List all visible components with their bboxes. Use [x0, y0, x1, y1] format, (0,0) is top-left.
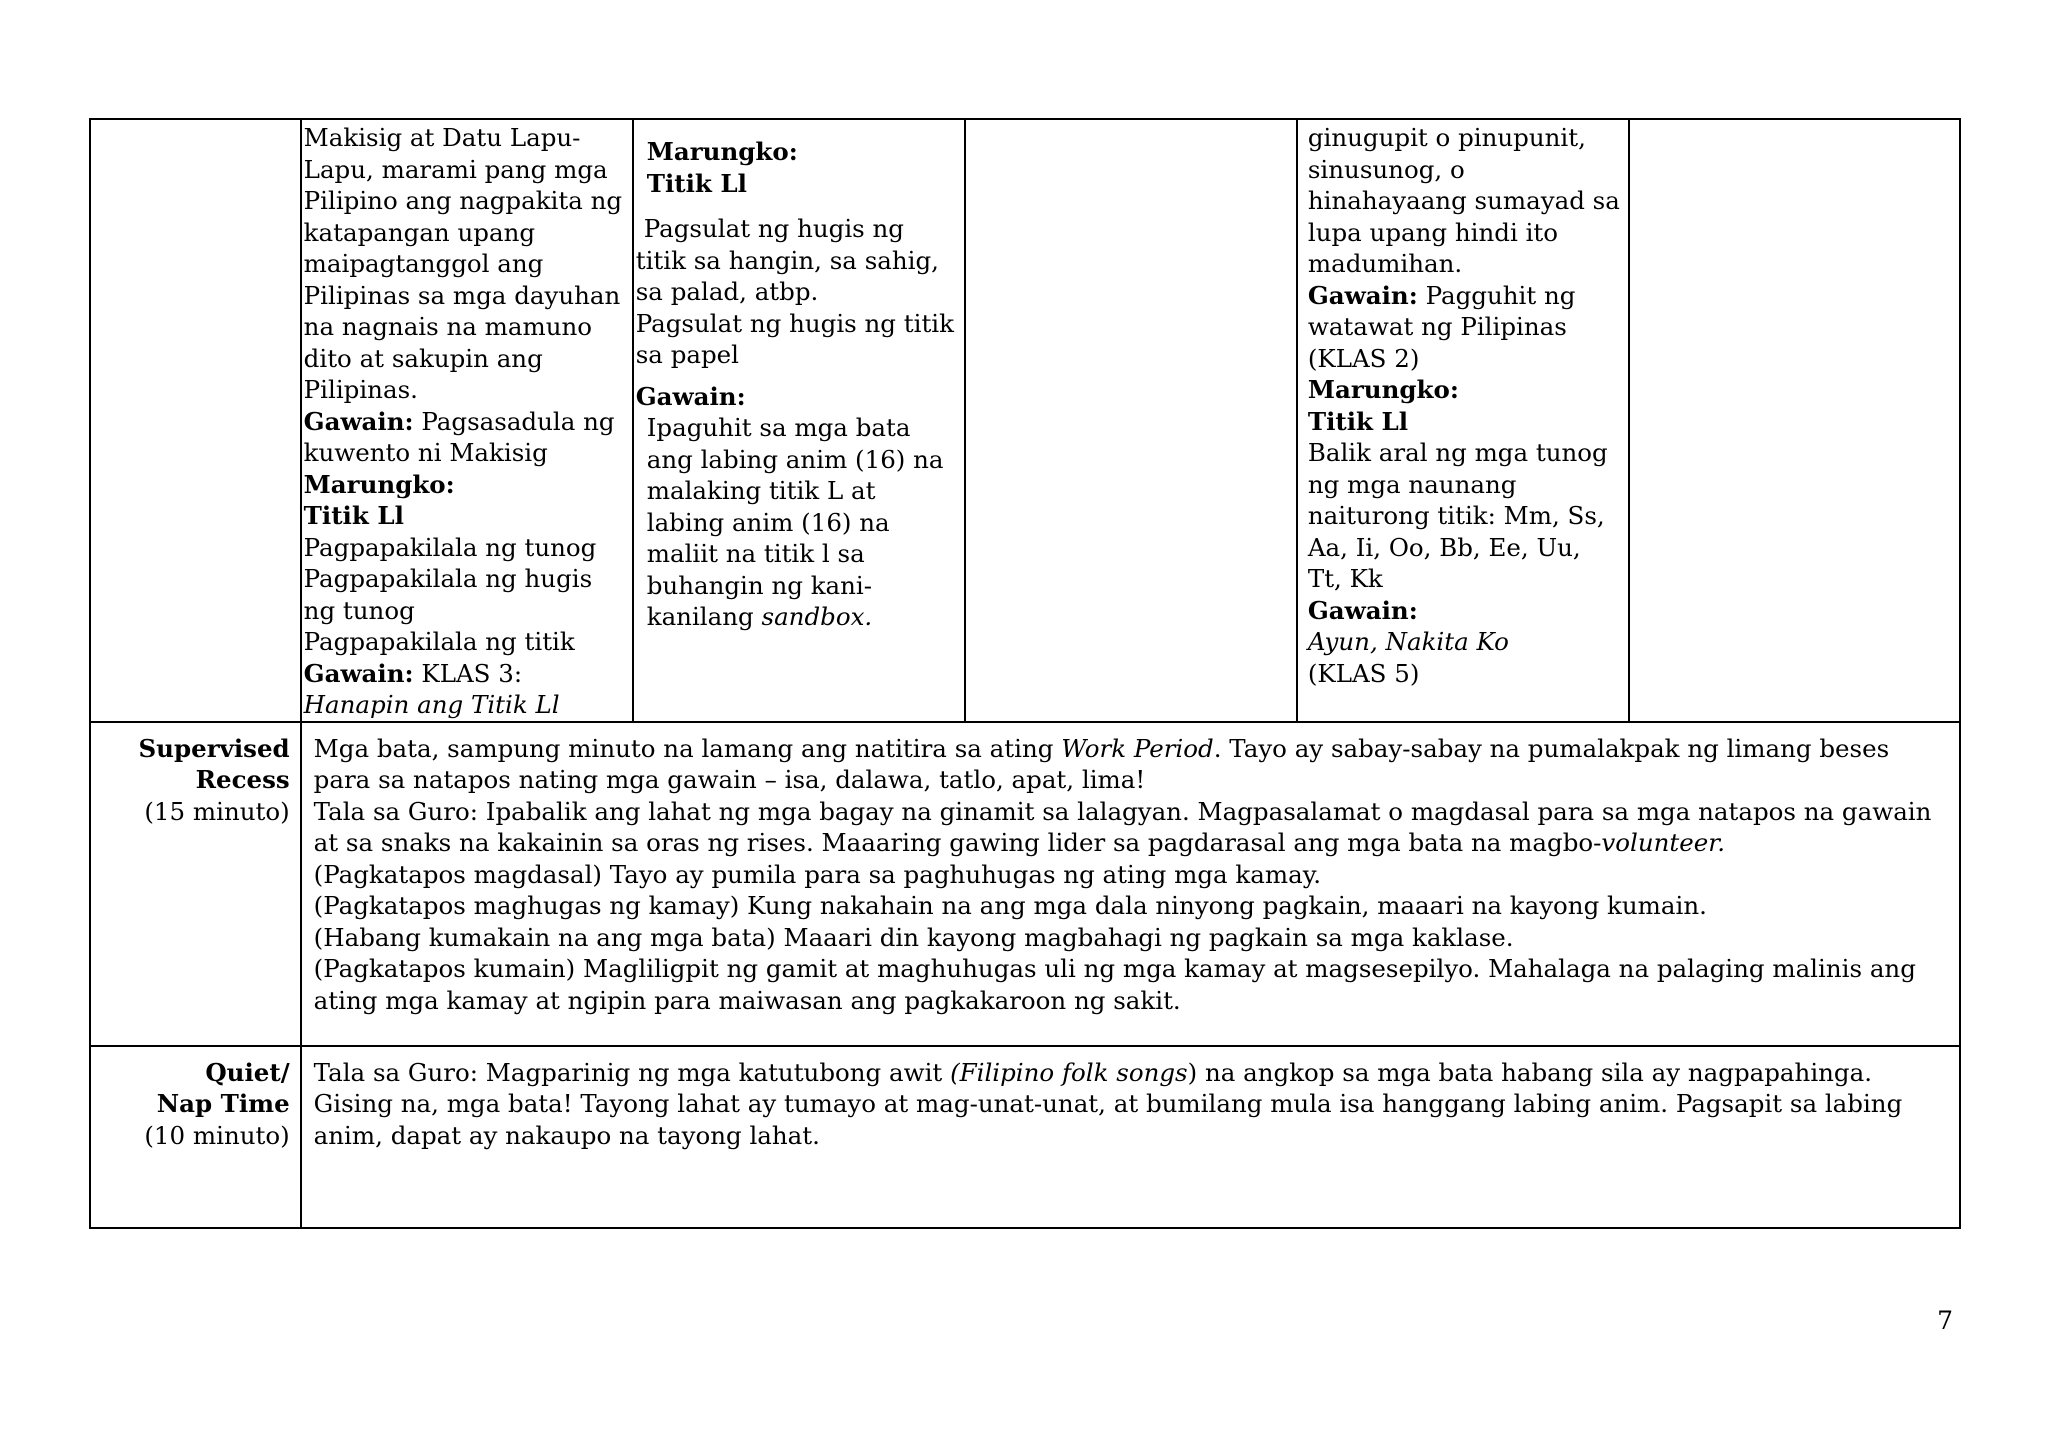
gawain-text: Pagguhit ng watawat ng Pilipinas (KLAS 2): [1307, 280, 1576, 373]
marungko-label: Marungko:: [303, 469, 455, 499]
marungko-label: Marungko:: [1307, 375, 1459, 404]
review-text-2: Tt, Kk: [1307, 564, 1383, 593]
page-number: 7: [1937, 1306, 1953, 1335]
gawain-text: Pagsasadula ng kuwento ni Makisig: [303, 406, 615, 467]
nap-p1-italic: (Filipino folk songs: [950, 1057, 1188, 1087]
nap-label-1: Quiet/: [205, 1057, 290, 1087]
day-5-cell: [1629, 119, 1960, 722]
nap-paragraph-2: Gising na, mga bata! Tayong lahat ay tumayo at mag-unat-unat, at bumilang mula isa hanggang labing anim. Pagsapit sa labing anim, dapat ay nakaupo na tayong lahat.: [313, 1089, 1903, 1150]
nap-label-2: Nap Time: [156, 1089, 290, 1118]
story-intro: Makisig at Datu Lapu-Lapu, marami pang mga Pilipino ang nagpakita ng katapangan upang maipagtanggol ang Pilipinas sa mga dayuhan na nagnais na mamuno dito at sakupin ang Pilipinas.: [303, 123, 623, 404]
recess-p2-start: Tala sa Guro: Ipabalik ang lahat ng mga bagay na ginamit sa lalagyan. Magpasalamat o magdasal para sa mga natapos na gawain at sa snaks na kakainin sa oras ng rises. Maaaring gawing lider sa pagdarasal ang mga bata na magbo-: [313, 796, 1932, 857]
titik-label: Titik Ll: [303, 501, 404, 530]
empty-label-cell: [90, 119, 301, 722]
gawain-line: [1308, 280, 1624, 375]
recess-paragraph-2: [314, 796, 1943, 859]
nap-p1-end: ) na angkop sa mga bata habang sila ay nagpapahinga.: [1187, 1057, 1873, 1087]
nap-paragraph-1: [314, 1057, 1943, 1089]
gawain-italic: sandbox.: [761, 602, 873, 631]
gawain-text: [636, 412, 960, 633]
marungko-label: Marungko:: [646, 137, 798, 166]
list-item: Pagpapakilala ng hugis ng tunog: [303, 564, 593, 625]
recess-p2-italic: volunteer.: [1601, 828, 1726, 857]
gawain-label: Gawain:: [1307, 280, 1418, 310]
nap-row: [90, 1046, 1960, 1228]
recess-paragraph-5: (Habang kumakain na ang mga bata) Maaari din kayong magbahagi ng pagkain sa mga kaklase.: [313, 922, 1514, 952]
gawain2-title: Hanapin ang Titik Ll: [303, 690, 560, 719]
day-4-cell: [1297, 119, 1629, 722]
activity-row: [90, 119, 1960, 722]
gawain2-klas: (KLAS 5): [1307, 658, 1420, 688]
recess-p1-italic: Work Period: [1061, 733, 1214, 763]
gawain2-label: Gawain:: [303, 658, 414, 688]
gawain2-line: [304, 658, 628, 690]
nap-duration: (10 minuto): [144, 1120, 290, 1150]
gawain-label: Gawain:: [635, 381, 746, 411]
recess-label-cell: [90, 722, 301, 1046]
nap-p1-start: Tala sa Guro: Magparinig ng mga katutubong awit: [313, 1057, 951, 1087]
writing-text-2: Pagsulat ng hugis ng titik sa papel: [635, 308, 954, 369]
recess-label-2: Recess: [195, 765, 290, 794]
recess-label-1: Supervised: [138, 733, 290, 763]
flag-care-text: ginugupit o pinupunit, sinusunog, o hinahayaang sumayad sa lupa upang hindi ito madumihan.: [1307, 123, 1620, 278]
gawain-label: Gawain:: [303, 406, 414, 436]
list-item: Pagpapakilala ng titik: [303, 627, 575, 656]
titik-label: Titik Ll: [646, 168, 747, 198]
recess-paragraph-4: (Pagkatapos maghugas ng kamay) Kung nakahain na ang mga dala ninyong pagkain, maaari na kayong kumain.: [313, 891, 1707, 920]
nap-label-cell: [90, 1046, 301, 1228]
writing-text: [636, 213, 960, 308]
day-3-cell: [965, 119, 1297, 722]
gawain-body: Ipaguhit sa mga bata ang labing anim (16) na malaking titik L at labing anim (16) na maliit na titik l sa buhangin ng kani-kanilang: [646, 413, 944, 631]
gawain2-text: KLAS 3:: [413, 658, 523, 688]
recess-paragraph-3: (Pagkatapos magdasal) Tayo ay pumila para sa paghuhugas ng ating mga kamay.: [313, 859, 1322, 889]
writing-text-1: Pagsulat ng hugis ng titik sa hangin, sa sahig, sa palad, atbp.: [635, 214, 939, 306]
recess-content-cell: [301, 722, 1960, 1046]
review-text: Balik aral ng mga tunog ng mga naunang naiturong titik: Mm, Ss, Aa, Ii, Oo, Bb, Ee, Uu,: [1307, 438, 1608, 562]
recess-paragraph-1: [314, 733, 1943, 796]
day-2-cell: [633, 119, 965, 722]
gawain-line: [304, 406, 628, 469]
gawain2-title: Ayun, Nakita Ko: [1307, 627, 1509, 656]
recess-p1-start: Mga bata, sampung minuto na lamang ang natitira sa ating: [313, 733, 1062, 763]
recess-p1-end: . Tayo ay sabay-sabay na pumalakpak ng limang beses para sa natapos nating mga gawain – isa, dalawa, tatlo, apat, lima!: [313, 733, 1890, 794]
list-item: Pagpapakilala ng tunog: [303, 532, 597, 562]
gawain2-label: Gawain:: [1307, 595, 1418, 625]
day-1-cell: [301, 119, 633, 722]
titik-label: Titik Ll: [1307, 406, 1409, 436]
recess-paragraph-6: (Pagkatapos kumain) Magliligpit ng gamit at maghuhugas uli ng mga kamay at magsesepilyo. Mahalaga na palaging malinis ang ating mga kamay at ngipin para maiwasan ang pagkakaroon ng sakit.: [313, 954, 1916, 1015]
recess-duration: (15 minuto): [144, 796, 290, 826]
lesson-plan-table: [89, 118, 1961, 1229]
nap-content-cell: [301, 1046, 1960, 1228]
recess-row: [90, 722, 1960, 1046]
